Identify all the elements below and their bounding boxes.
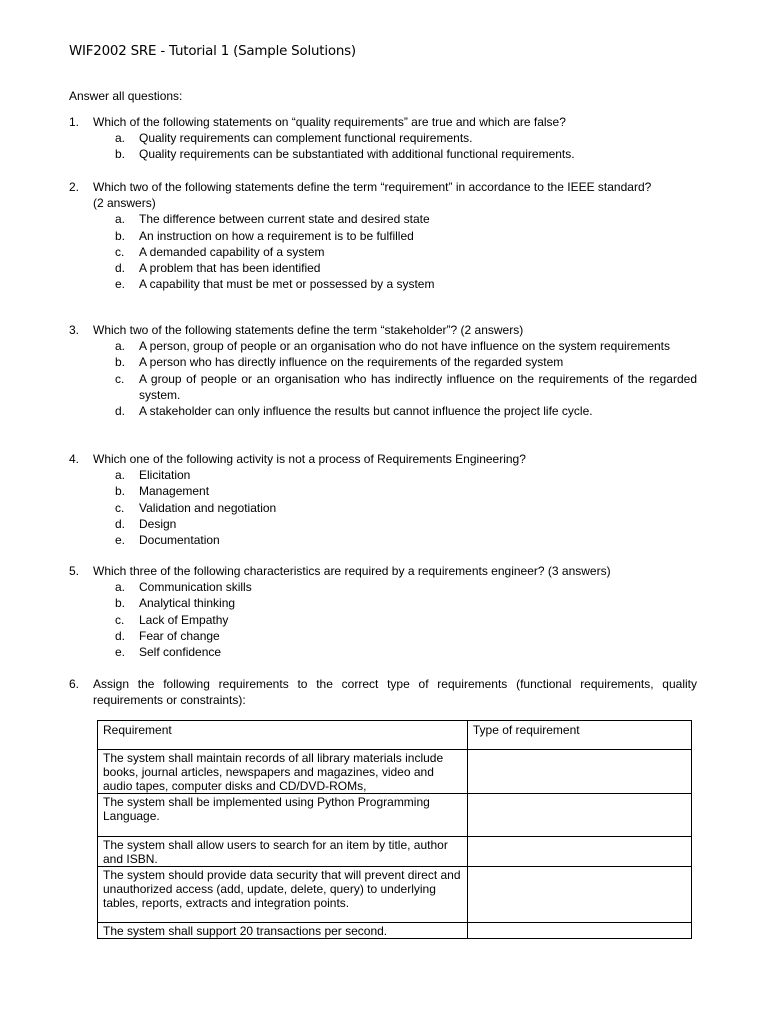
option-item [69, 483, 697, 499]
option-letter: a. [115, 580, 126, 595]
question-text: Which two of the following statements define the term “requirement” in accordance to the IEEE standard? [93, 180, 652, 194]
question-number: 5. [69, 564, 80, 578]
option-letter: c. [115, 612, 125, 627]
question-number: 6. [69, 677, 80, 691]
option-letter: e. [115, 533, 126, 548]
document-title: WIF2002 SRE - Tutorial 1 (Sample Solutions) [69, 44, 356, 59]
option-letter: c. [115, 500, 125, 515]
table-row [98, 867, 692, 923]
option-text: A demanded capability of a system [139, 244, 325, 259]
table-row [98, 750, 692, 794]
question-2 [69, 179, 697, 292]
question-number: 1. [69, 115, 80, 129]
requirement-cell: The system shall support 20 transactions per second. [98, 923, 468, 939]
type-cell[interactable] [467, 750, 691, 794]
option-text: Self confidence [139, 645, 222, 660]
option-letter: b. [115, 228, 126, 243]
table-header-type: Type of requirement [467, 721, 691, 750]
option-item [69, 371, 697, 403]
type-cell[interactable] [467, 794, 691, 837]
option-letter: b. [115, 147, 126, 162]
option-text: Elicitation [139, 468, 191, 483]
requirement-cell: The system shall allow users to search for an item by title, author and ISBN. [98, 837, 468, 867]
question-6 [69, 676, 697, 708]
option-letter: a. [115, 339, 126, 354]
question-text: Assign the following requirements to the correct type of requirements (functional requirements, quality requirements or constraints): [93, 677, 697, 708]
option-text: A group of people or an organisation who has indirectly influence on the requirements of the regarded system. [139, 371, 697, 402]
option-item [69, 467, 697, 483]
type-cell[interactable] [467, 837, 691, 867]
option-list [69, 467, 697, 548]
option-letter: e. [115, 645, 126, 660]
option-letter: e. [115, 277, 126, 292]
option-text: Validation and negotiation [139, 500, 277, 515]
requirement-cell: The system should provide data security that will prevent direct and unauthorized access (add, update, delete, query) to underlying tables, reports, extracts and integration points. [98, 867, 468, 923]
option-item [69, 532, 697, 548]
option-item [69, 516, 697, 532]
question-text: Which one of the following activity is not a process of Requirements Engineering? [93, 452, 526, 466]
option-text: A stakeholder can only influence the results but cannot influence the project life cycle. [139, 404, 593, 419]
requirement-cell: The system shall be implemented using Python Programming Language. [98, 794, 468, 837]
question-4 [69, 451, 697, 548]
instruction-text: Answer all questions: [69, 89, 183, 103]
option-text: Quality requirements can be substantiated with additional functional requirements. [139, 147, 575, 162]
option-list [69, 338, 697, 419]
question-number: 4. [69, 452, 80, 466]
option-list [69, 130, 697, 162]
option-text: Design [139, 516, 177, 531]
option-text: Lack of Empathy [139, 612, 229, 627]
option-letter: d. [115, 628, 126, 643]
option-item [69, 260, 697, 276]
option-letter: b. [115, 596, 126, 611]
option-letter: a. [115, 131, 126, 146]
option-letter: c. [115, 244, 125, 259]
option-item [69, 228, 697, 244]
option-text: Analytical thinking [139, 596, 236, 611]
type-cell[interactable] [467, 867, 691, 923]
option-text: A capability that must be met or possessed by a system [139, 277, 435, 292]
option-text: A person who has directly influence on the requirements of the regarded system [139, 355, 564, 370]
option-letter: c. [115, 371, 125, 386]
option-item [69, 628, 697, 644]
option-letter: b. [115, 484, 126, 499]
option-letter: a. [115, 212, 126, 227]
option-text: Quality requirements can complement functional requirements. [139, 131, 473, 146]
option-item [69, 403, 697, 419]
option-item [69, 244, 697, 260]
option-item [69, 500, 697, 516]
option-item [69, 644, 697, 660]
question-text: Which three of the following characteristics are required by a requirements engineer? (3 answers) [93, 564, 611, 578]
question-text: Which of the following statements on “quality requirements” are true and which are false? [93, 115, 566, 129]
option-text: The difference between current state and desired state [139, 212, 430, 227]
option-item [69, 612, 697, 628]
option-text: Communication skills [139, 580, 252, 595]
option-list [69, 579, 697, 660]
option-text: Documentation [139, 533, 220, 548]
requirements-table [97, 720, 692, 939]
option-item [69, 146, 697, 162]
option-item [69, 579, 697, 595]
table-row [98, 794, 692, 837]
option-letter: b. [115, 355, 126, 370]
option-item [69, 276, 697, 292]
option-item [69, 211, 697, 227]
option-text: An instruction on how a requirement is to be fulfilled [139, 228, 414, 243]
option-letter: d. [115, 404, 126, 419]
option-letter: d. [115, 261, 126, 276]
option-list [69, 211, 697, 292]
option-item [69, 354, 697, 370]
table-row [98, 837, 692, 867]
question-5 [69, 563, 697, 660]
requirement-cell: The system shall maintain records of all library materials include books, journal articles, newspapers and magazines, video and audio tapes, computer disks and CD/DVD-ROMs, [98, 750, 468, 794]
question-text-continued: (2 answers) [93, 196, 156, 211]
option-letter: a. [115, 468, 126, 483]
table-row [98, 923, 692, 939]
option-letter: d. [115, 516, 126, 531]
question-3 [69, 322, 697, 419]
type-cell[interactable] [467, 923, 691, 939]
option-text: A problem that has been identified [139, 261, 321, 276]
question-number: 2. [69, 180, 80, 194]
option-text: Fear of change [139, 628, 220, 643]
option-text: A person, group of people or an organisation who do not have influence on the system requirements [139, 339, 671, 354]
question-number: 3. [69, 323, 80, 337]
question-1 [69, 114, 697, 163]
option-text: Management [139, 484, 210, 499]
question-text: Which two of the following statements define the term “stakeholder”? (2 answers) [93, 323, 524, 337]
table-header-requirement: Requirement [98, 721, 468, 750]
option-item [69, 338, 697, 354]
option-item [69, 130, 697, 146]
table-header-row [98, 721, 692, 750]
option-item [69, 595, 697, 611]
